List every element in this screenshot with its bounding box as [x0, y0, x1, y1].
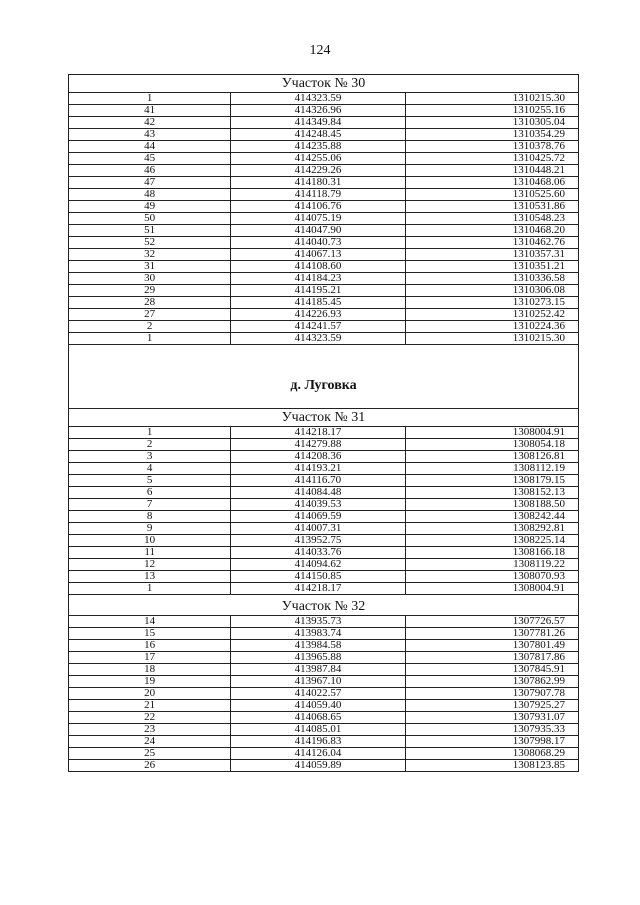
point-number: 44: [69, 141, 231, 153]
x-coordinate: 414218.17: [231, 427, 405, 439]
y-coordinate: 1310351.21: [405, 261, 578, 273]
x-coordinate: 414039.53: [231, 499, 405, 511]
table-row: [69, 463, 579, 475]
y-coordinate: 1308070.93: [405, 571, 578, 583]
table-row: [69, 559, 579, 571]
point-number: 11: [69, 547, 231, 559]
y-coordinate: 1310468.20: [405, 225, 578, 237]
y-coordinate: 1308126.81: [405, 451, 578, 463]
x-coordinate: 414184.23: [231, 273, 405, 285]
table-row: [69, 141, 579, 153]
y-coordinate: 1307726.57: [405, 616, 578, 628]
x-coordinate: 413983.74: [231, 628, 405, 640]
y-coordinate: 1307862.99: [405, 676, 578, 688]
y-coordinate: 1310224.36: [405, 321, 578, 333]
table-row: [69, 451, 579, 463]
y-coordinate: 1307998.17: [405, 736, 578, 748]
x-coordinate: 413987.84: [231, 664, 405, 676]
table-row: [69, 664, 579, 676]
y-coordinate: 1310255.16: [405, 105, 578, 117]
table-row: [69, 321, 579, 333]
table-row: [69, 117, 579, 129]
x-coordinate: 414235.88: [231, 141, 405, 153]
table-row: [69, 213, 579, 225]
x-coordinate: 414150.85: [231, 571, 405, 583]
y-coordinate: 1308119.22: [405, 559, 578, 571]
x-coordinate: 413965.88: [231, 652, 405, 664]
table-row: [69, 439, 579, 451]
point-number: 24: [69, 736, 231, 748]
spacer-cell: [69, 394, 579, 409]
point-number: 29: [69, 285, 231, 297]
point-number: 32: [69, 249, 231, 261]
y-coordinate: 1307817.86: [405, 652, 578, 664]
table-row: [69, 333, 579, 345]
point-number: 52: [69, 237, 231, 249]
x-coordinate: 414323.59: [231, 333, 405, 345]
point-number: 2: [69, 439, 231, 451]
section-title: Участок № 32: [69, 595, 579, 616]
x-coordinate: 414059.40: [231, 700, 405, 712]
x-coordinate: 413967.10: [231, 676, 405, 688]
table-row: [69, 105, 579, 117]
point-number: 9: [69, 523, 231, 535]
point-number: 23: [69, 724, 231, 736]
y-coordinate: 1308123.85: [405, 760, 578, 772]
y-coordinate: 1308054.18: [405, 439, 578, 451]
point-number: 17: [69, 652, 231, 664]
y-coordinate: 1308179.15: [405, 475, 578, 487]
table-row: [69, 427, 579, 439]
point-number: 1: [69, 427, 231, 439]
village-heading: д. Луговка: [69, 377, 579, 394]
section-title-row: [69, 75, 579, 93]
x-coordinate: 414084.48: [231, 487, 405, 499]
table-row: [69, 153, 579, 165]
table-row: [69, 93, 579, 105]
x-coordinate: 414033.76: [231, 547, 405, 559]
x-coordinate: 414118.79: [231, 189, 405, 201]
x-coordinate: 414094.62: [231, 559, 405, 571]
y-coordinate: 1310336.58: [405, 273, 578, 285]
table-row: [69, 688, 579, 700]
x-coordinate: 414195.21: [231, 285, 405, 297]
y-coordinate: 1310306.08: [405, 285, 578, 297]
point-number: 42: [69, 117, 231, 129]
y-coordinate: 1310354.29: [405, 129, 578, 141]
section-spacer: [69, 345, 579, 378]
x-coordinate: 414022.57: [231, 688, 405, 700]
point-number: 51: [69, 225, 231, 237]
table-row: [69, 628, 579, 640]
x-coordinate: 414218.17: [231, 583, 405, 595]
y-coordinate: 1307935.33: [405, 724, 578, 736]
table-row: [69, 499, 579, 511]
x-coordinate: 414040.73: [231, 237, 405, 249]
x-coordinate: 414193.21: [231, 463, 405, 475]
y-coordinate: 1307801.49: [405, 640, 578, 652]
x-coordinate: 414067.13: [231, 249, 405, 261]
y-coordinate: 1308242.44: [405, 511, 578, 523]
x-coordinate: 414323.59: [231, 93, 405, 105]
y-coordinate: 1308068.29: [405, 748, 578, 760]
point-number: 48: [69, 189, 231, 201]
table-row: [69, 547, 579, 559]
point-number: 1: [69, 333, 231, 345]
y-coordinate: 1310357.31: [405, 249, 578, 261]
x-coordinate: 414047.90: [231, 225, 405, 237]
x-coordinate: 414126.04: [231, 748, 405, 760]
section-title-row: [69, 595, 579, 616]
x-coordinate: 413935.73: [231, 616, 405, 628]
section-title-row: [69, 409, 579, 427]
y-coordinate: 1307931.07: [405, 712, 578, 724]
table-row: [69, 616, 579, 628]
table-row: [69, 535, 579, 547]
y-coordinate: 1310548.23: [405, 213, 578, 225]
y-coordinate: 1308152.13: [405, 487, 578, 499]
y-coordinate: 1310215.30: [405, 93, 578, 105]
point-number: 20: [69, 688, 231, 700]
y-coordinate: 1310531.86: [405, 201, 578, 213]
point-number: 50: [69, 213, 231, 225]
page-number: 124: [309, 43, 331, 58]
y-coordinate: 1307925.27: [405, 700, 578, 712]
coordinates-table: [68, 74, 579, 772]
table-row: [69, 736, 579, 748]
point-number: 4: [69, 463, 231, 475]
table-row: [69, 285, 579, 297]
point-number: 45: [69, 153, 231, 165]
table-row: [69, 309, 579, 321]
point-number: 26: [69, 760, 231, 772]
table-row: [69, 571, 579, 583]
point-number: 18: [69, 664, 231, 676]
table-row: [69, 273, 579, 285]
section-title: Участок № 30: [69, 75, 579, 93]
point-number: 21: [69, 700, 231, 712]
y-coordinate: 1307907.78: [405, 688, 578, 700]
x-coordinate: 414241.57: [231, 321, 405, 333]
y-coordinate: 1310425.72: [405, 153, 578, 165]
x-coordinate: 414075.19: [231, 213, 405, 225]
x-coordinate: 413952.75: [231, 535, 405, 547]
y-coordinate: 1310273.15: [405, 297, 578, 309]
table-row: [69, 189, 579, 201]
y-coordinate: 1310378.76: [405, 141, 578, 153]
table-row: [69, 129, 579, 141]
x-coordinate: 414326.96: [231, 105, 405, 117]
table-row: [69, 724, 579, 736]
point-number: 41: [69, 105, 231, 117]
y-coordinate: 1307781.26: [405, 628, 578, 640]
point-number: 43: [69, 129, 231, 141]
x-coordinate: 414106.76: [231, 201, 405, 213]
point-number: 14: [69, 616, 231, 628]
point-number: 1: [69, 583, 231, 595]
spacer-cell: [69, 345, 579, 378]
y-coordinate: 1308225.14: [405, 535, 578, 547]
y-coordinate: 1310468.06: [405, 177, 578, 189]
point-number: 8: [69, 511, 231, 523]
point-number: 3: [69, 451, 231, 463]
point-number: 47: [69, 177, 231, 189]
x-coordinate: 414068.65: [231, 712, 405, 724]
y-coordinate: 1310462.76: [405, 237, 578, 249]
y-coordinate: 1310525.60: [405, 189, 578, 201]
table-row: [69, 748, 579, 760]
y-coordinate: 1310448.21: [405, 165, 578, 177]
x-coordinate: 414180.31: [231, 177, 405, 189]
table-row: [69, 487, 579, 499]
y-coordinate: 1308112.19: [405, 463, 578, 475]
table-row: [69, 676, 579, 688]
point-number: 12: [69, 559, 231, 571]
point-number: 7: [69, 499, 231, 511]
point-number: 2: [69, 321, 231, 333]
point-number: 13: [69, 571, 231, 583]
coordinates-table-body: [69, 75, 579, 772]
x-coordinate: 414349.84: [231, 117, 405, 129]
table-row: [69, 523, 579, 535]
x-coordinate: 413984.58: [231, 640, 405, 652]
y-coordinate: 1308166.18: [405, 547, 578, 559]
x-coordinate: 414229.26: [231, 165, 405, 177]
village-heading-row: [69, 377, 579, 394]
table-row: [69, 652, 579, 664]
table-row: [69, 201, 579, 213]
point-number: 27: [69, 309, 231, 321]
table-row: [69, 297, 579, 309]
point-number: 22: [69, 712, 231, 724]
table-row: [69, 640, 579, 652]
y-coordinate: 1308004.91: [405, 427, 578, 439]
x-coordinate: 414185.45: [231, 297, 405, 309]
table-row: [69, 225, 579, 237]
table-row: [69, 237, 579, 249]
point-number: 30: [69, 273, 231, 285]
x-coordinate: 414085.01: [231, 724, 405, 736]
table-row: [69, 511, 579, 523]
point-number: 5: [69, 475, 231, 487]
point-number: 10: [69, 535, 231, 547]
point-number: 31: [69, 261, 231, 273]
table-row: [69, 165, 579, 177]
x-coordinate: 414007.31: [231, 523, 405, 535]
x-coordinate: 414248.45: [231, 129, 405, 141]
x-coordinate: 414069.59: [231, 511, 405, 523]
table-row: [69, 261, 579, 273]
x-coordinate: 414108.60: [231, 261, 405, 273]
table-row: [69, 583, 579, 595]
x-coordinate: 414255.06: [231, 153, 405, 165]
y-coordinate: 1308188.50: [405, 499, 578, 511]
x-coordinate: 414226.93: [231, 309, 405, 321]
point-number: 6: [69, 487, 231, 499]
point-number: 49: [69, 201, 231, 213]
point-number: 28: [69, 297, 231, 309]
x-coordinate: 414059.89: [231, 760, 405, 772]
y-coordinate: 1308292.81: [405, 523, 578, 535]
point-number: 15: [69, 628, 231, 640]
x-coordinate: 414208.36: [231, 451, 405, 463]
point-number: 46: [69, 165, 231, 177]
y-coordinate: 1307845.91: [405, 664, 578, 676]
point-number: 25: [69, 748, 231, 760]
section-spacer: [69, 394, 579, 409]
y-coordinate: 1310305.04: [405, 117, 578, 129]
y-coordinate: 1310215.30: [405, 333, 578, 345]
point-number: 16: [69, 640, 231, 652]
point-number: 19: [69, 676, 231, 688]
table-row: [69, 177, 579, 189]
table-row: [69, 760, 579, 772]
table-row: [69, 249, 579, 261]
x-coordinate: 414196.83: [231, 736, 405, 748]
section-title: Участок № 31: [69, 409, 579, 427]
table-row: [69, 475, 579, 487]
table-row: [69, 700, 579, 712]
y-coordinate: 1310252.42: [405, 309, 578, 321]
y-coordinate: 1308004.91: [405, 583, 578, 595]
table-row: [69, 712, 579, 724]
x-coordinate: 414279.88: [231, 439, 405, 451]
x-coordinate: 414116.70: [231, 475, 405, 487]
point-number: 1: [69, 93, 231, 105]
